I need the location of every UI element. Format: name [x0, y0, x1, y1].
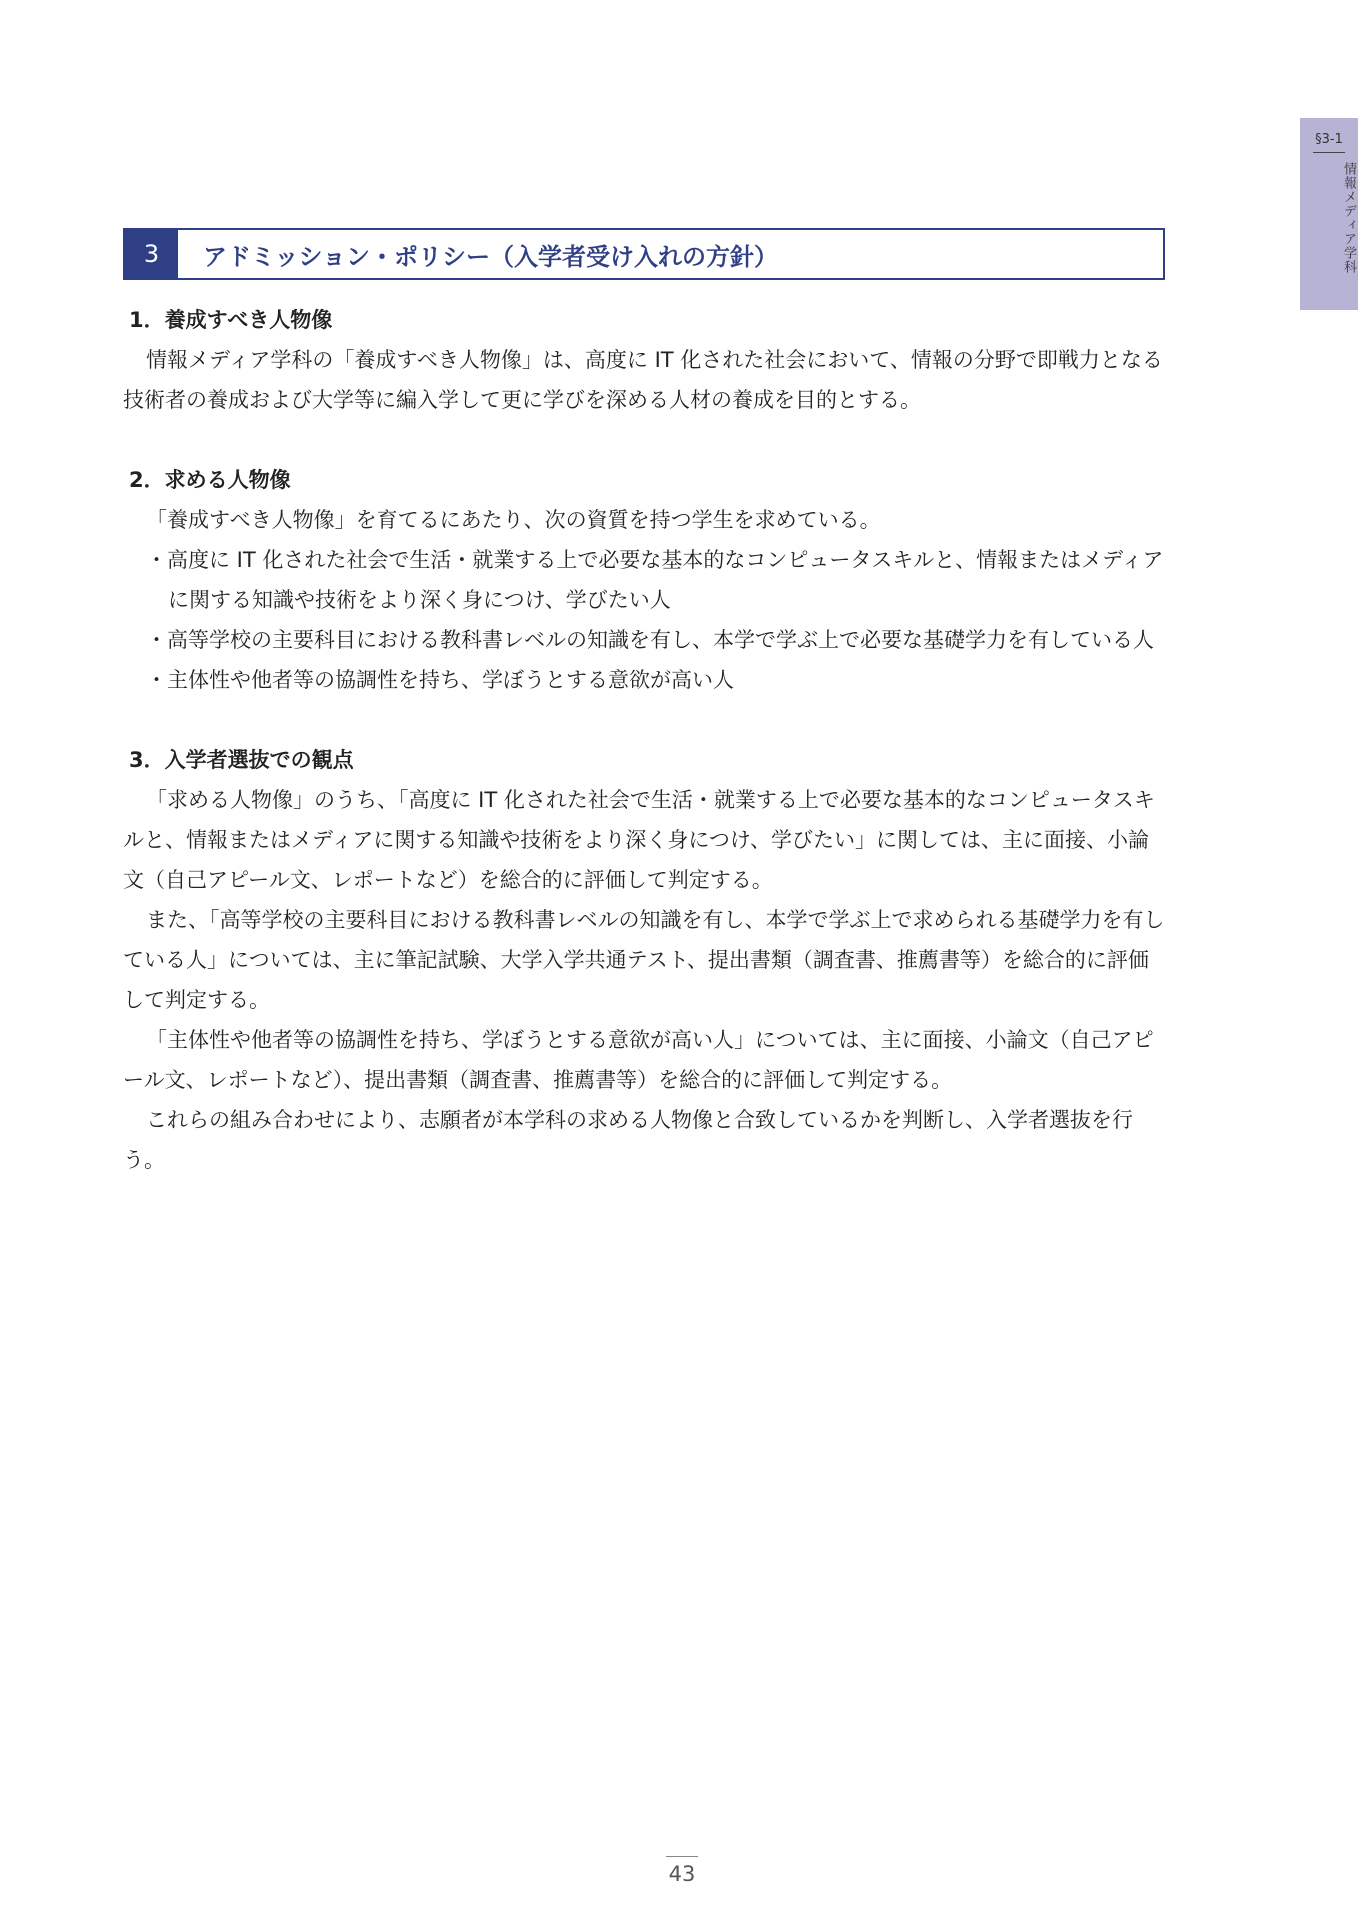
section-side-tab	[1300, 118, 1358, 310]
department-label: 情報メディア学科	[1341, 162, 1356, 274]
document-body	[123, 300, 1168, 1180]
list-item: ・主体性や他者等の協調性を持ち、学ぼうとする意欲が高い人	[146, 668, 734, 692]
footer-divider	[666, 1856, 698, 1857]
paragraph: また、「高等学校の主要科目における教科書レベルの知識を有し、本学で学ぶ上で求められる基礎学力を有している人」については、主に筆記試験、大学入学共通テスト、提出書類（調査書、推薦書等）を総合的に評価して判定する。	[123, 908, 1165, 1012]
paragraph: これらの組み合わせにより、志願者が本学科の求める人物像と合致しているかを判断し、入学者選抜を行う。	[123, 1108, 1133, 1172]
chapter-heading	[123, 228, 1165, 280]
side-tab-divider	[1313, 152, 1345, 153]
section-number: §3-1	[1315, 132, 1343, 147]
paragraph: 情報メディア学科の「養成すべき人物像」は、高度に IT 化された社会において、情報の分野で即戦力となる技術者の養成および大学等に編入学して更に学びを深める人材の養成を目的とする。	[123, 348, 1163, 412]
section-title-3: 3．入学者選抜での観点	[129, 748, 354, 772]
page-number: 43	[668, 1862, 696, 1886]
section-title-1: 1．養成すべき人物像	[129, 308, 333, 332]
list-item: ・高度に IT 化された社会で生活・就業する上で必要な基本的なコンピュータスキルと、情報またはメディアに関する知識や技術をより深く身につけ、学びたい人	[146, 548, 1164, 612]
paragraph: 「主体性や他者等の協調性を持ち、学ぼうとする意欲が高い人」については、主に面接、小論文（自己アピール文、レポートなど）、提出書類（調査書、推薦書等）を総合的に評価して判定する。	[123, 1028, 1154, 1092]
heading-number: 3	[125, 230, 178, 278]
list-item: ・高等学校の主要科目における教科書レベルの知識を有し、本学で学ぶ上で必要な基礎学力を有している人	[146, 628, 1154, 652]
section-title-2: 2．求める人物像	[129, 468, 291, 492]
heading-title: アドミッション・ポリシー（入学者受け入れの方針）	[203, 242, 779, 271]
paragraph: 「養成すべき人物像」を育てるにあたり、次の資質を持つ学生を求めている。	[146, 508, 881, 532]
paragraph: 「求める人物像」のうち、「高度に IT 化された社会で生活・就業する上で必要な基本的なコンピュータスキルと、情報またはメディアに関する知識や技術をより深く身につけ、学びたい」に関しては、主に面接、小論文（自己アピール文、レポートなど）を総合的に評価して判定する。	[123, 788, 1155, 892]
